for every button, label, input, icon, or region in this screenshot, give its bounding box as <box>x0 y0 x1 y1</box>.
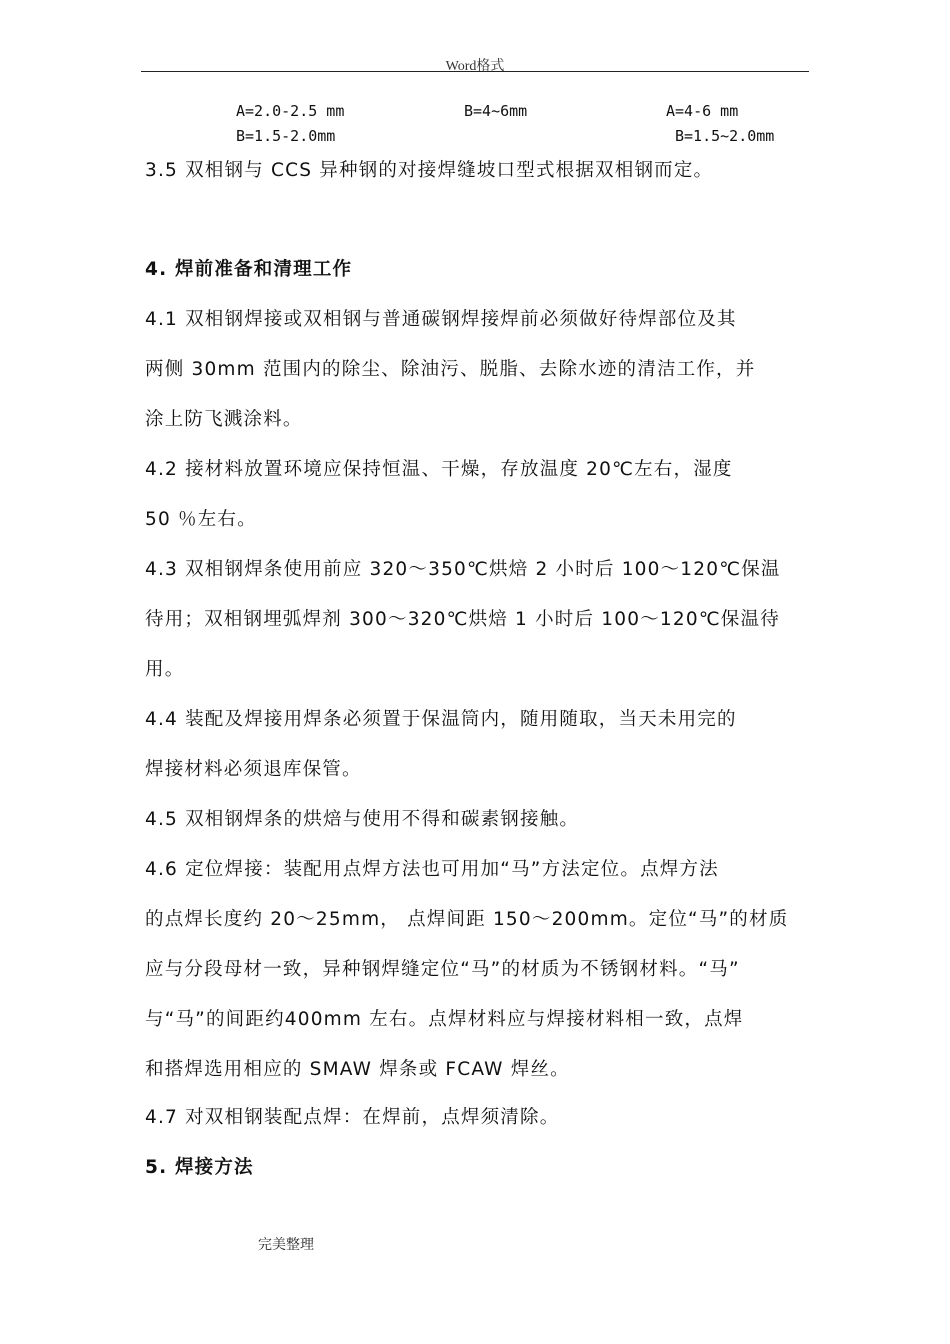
heading-text: 5. 焊接方法 <box>145 1157 254 1178</box>
header-rule <box>141 71 809 72</box>
paragraph-4-6 <box>145 845 813 1095</box>
heading-text: 4. 焊前准备和清理工作 <box>145 259 353 280</box>
dim-b-range-3: B=1.5~2.0mm <box>675 127 775 145</box>
paragraph-line: 涂上防飞溅涂料。 <box>145 409 303 430</box>
section-heading-4 <box>145 245 813 295</box>
paragraph-line: 与“马”的间距约400mm 左右。点焊材料应与焊接材料相一致，点焊 <box>145 1009 744 1030</box>
paragraph-line: 4.5 双相钢焊条的烘焙与使用不得和碳素钢接触。 <box>145 809 580 830</box>
paragraph-line: 的点焊长度约 20～25mm， 点焊间距 150～200mm。定位“马”的材质 <box>145 909 789 930</box>
paragraph-line: 用。 <box>145 659 185 680</box>
paragraph-4-5 <box>145 795 813 845</box>
page-footer: 完美整理 <box>258 1237 314 1253</box>
paragraph-line: 4.4 装配及焊接用焊条必须置于保温筒内，随用随取，当天未用完的 <box>145 709 737 730</box>
dim-b-range-1: B=1.5-2.0mm <box>236 127 336 145</box>
paragraph-line: 4.1 双相钢焊接或双相钢与普通碳钢焊接焊前必须做好待焊部位及其 <box>145 309 737 330</box>
paragraph-line: 应与分段母材一致，异种钢焊缝定位“马”的材质为不锈钢材料。“马” <box>145 959 740 980</box>
paragraph-4-1 <box>145 295 813 445</box>
paragraph-line: 4.2 接材料放置环境应保持恒温、干燥，存放温度 20℃左右，湿度 <box>145 459 733 480</box>
paragraph-4-4 <box>145 695 813 795</box>
section-heading-5 <box>145 1143 813 1193</box>
paragraph-line: 和搭焊选用相应的 SMAW 焊条或 FCAW 焊丝。 <box>145 1059 570 1080</box>
paragraph-4-7 <box>145 1093 813 1143</box>
page-header: Word格式 <box>445 59 505 74</box>
paragraph-line: 4.7 对双相钢装配点焊：在焊前，点焊须清除。 <box>145 1107 560 1128</box>
paragraph-line: 两侧 30mm 范围内的除尘、除油污、脱脂、去除水迹的清洁工作，并 <box>145 359 756 380</box>
paragraph-line: 焊接材料必须退库保管。 <box>145 759 362 780</box>
dim-a-range-1: A=2.0-2.5 mm <box>236 102 345 120</box>
paragraph-3-5 <box>145 146 813 196</box>
paragraph-line: 50 ％左右。 <box>145 509 257 530</box>
paragraph-line: 3.5 双相钢与 CCS 异种钢的对接焊缝坡口型式根据双相钢而定。 <box>145 160 714 181</box>
dim-b-range-2: B=4~6mm <box>464 102 528 120</box>
paragraph-line: 待用；双相钢埋弧焊剂 300～320℃烘焙 1 小时后 100～120℃保温待 <box>145 609 780 630</box>
paragraph-4-3 <box>145 545 813 695</box>
paragraph-line: 4.6 定位焊接：装配用点焊方法也可用加“马”方法定位。点焊方法 <box>145 859 719 880</box>
paragraph-line: 4.3 双相钢焊条使用前应 320～350℃烘焙 2 小时后 100～120℃保温 <box>145 559 781 580</box>
dim-a-range-3: A=4-6 mm <box>666 102 739 120</box>
paragraph-4-2 <box>145 445 813 545</box>
